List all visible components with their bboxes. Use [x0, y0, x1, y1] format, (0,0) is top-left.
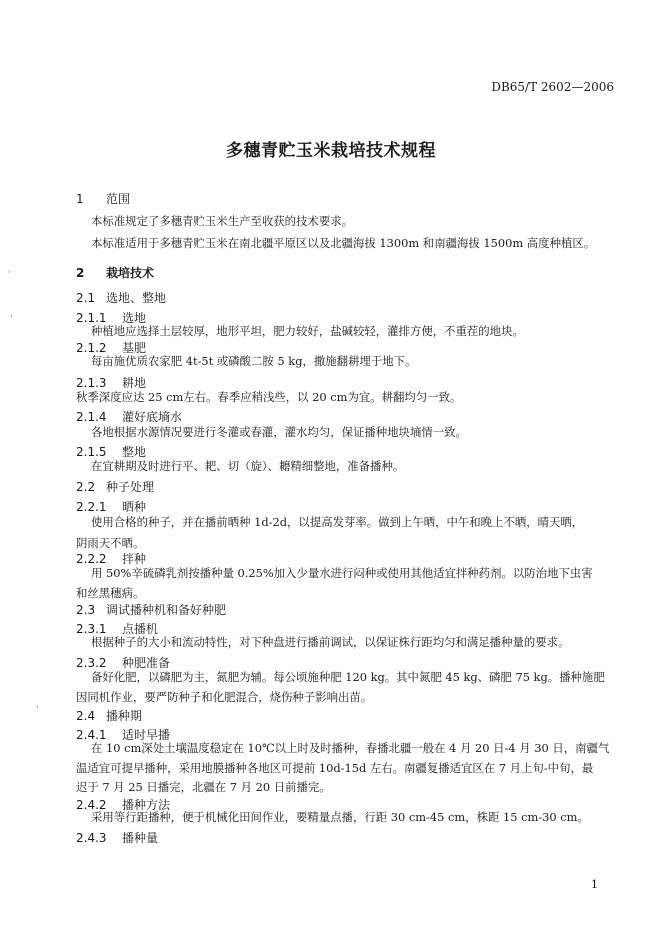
section-heading-2-1: 2.1 选地、整地 [76, 291, 167, 305]
paragraph: 和丝黑穗病。 [76, 586, 145, 600]
section-heading-2-1-1: 2.1.1 选地 [76, 311, 147, 325]
paragraph: 根据种子的大小和流动特性，对下种盘进行播前调试，以保证株行距均匀和满足播种量的要求。 [91, 635, 570, 649]
section-heading-2: 2 栽培技术 [76, 266, 155, 280]
section-heading-1: 1 范围 [76, 192, 131, 206]
section-heading-2-1-5: 2.1.5 整地 [76, 445, 147, 459]
section-heading-2-1-2: 2.1.2 基肥 [76, 341, 147, 355]
scan-mark: · [36, 703, 39, 713]
section-heading-2-3-2: 2.3.2 种肥准备 [76, 656, 171, 670]
paragraph: 阴雨天不晒。 [76, 536, 145, 550]
paragraph: 备好化肥，以磷肥为主，氮肥为辅。每公顷施种肥 120 kg。其中氮肥 45 kg、磷肥 75 kg。播种施肥 [91, 670, 605, 684]
section-heading-2-3-1: 2.3.1 点播机 [76, 622, 159, 636]
paragraph: 种植地应选择土层较厚，地形平坦，肥力较好，盐碱较轻，灌排方便，不重茬的地块。 [91, 324, 524, 338]
paragraph: 本标准适用于多穗青贮玉米在南北疆平原区以及北疆海拔 1300m 和南疆海拔 1500m 高度种植区。 [91, 236, 596, 250]
section-heading-2-4-2: 2.4.2 播种方法 [76, 798, 171, 812]
scan-mark: · [8, 268, 11, 278]
section-heading-2-1-3: 2.1.3 耕地 [76, 376, 147, 390]
section-heading-2-3: 2.3 调试播种机和备好种肥 [76, 603, 227, 617]
page-number: 1 [591, 878, 598, 891]
section-heading-2-4-1: 2.4.1 适时早播 [76, 728, 171, 742]
section-heading-2-4: 2.4 播种期 [76, 709, 143, 723]
section-heading-2-4-3: 2.4.3 播种量 [76, 831, 159, 845]
paragraph: 秋季深度应达 25 cm左右。春季应稍浅些，以 20 cm为宜。耕翻均匀一致。 [76, 390, 462, 404]
document-code: DB65/T 2602—2006 [491, 80, 614, 94]
section-heading-2-1-4: 2.1.4 灌好底墒水 [76, 410, 183, 424]
section-heading-2-2: 2.2 种子处理 [76, 480, 155, 494]
paragraph: 在 10 cm深处土壤温度稳定在 10℃以上时及时播种，春播北疆一般在 4 月 20 日-4 月 30 日，南疆气 [91, 741, 610, 755]
section-heading-2-2-1: 2.2.1 晒种 [76, 500, 147, 514]
paragraph: 本标准规定了多穗青贮玉米生产至收获的技术要求。 [91, 214, 353, 228]
paragraph: 温适宜可提早播种，采用地膜播种各地区可提前 10d-15d 左右。南疆复播适宜区在 7 月上旬-中旬，最 [76, 761, 594, 775]
paragraph: 因同机作业，要严防种子和化肥混合，烧伤种子影响出苗。 [76, 690, 373, 704]
section-heading-2-2-2: 2.2.2 拌种 [76, 552, 147, 566]
paragraph: 用 50%辛硫磷乳剂按播种量 0.25%加入少量水进行闷种或使用其他适宜拌种药剂。以防治地下虫害 [91, 566, 593, 580]
paragraph: 采用等行距播种，便于机械化田间作业，要精量点播，行距 30 cm-45 cm，株距 15 cm-30 cm。 [91, 810, 589, 824]
paragraph: 在宜耕期及时进行平、耙、切（旋）、耱精细整地，准备播种。 [91, 459, 405, 473]
document-title: 多穗青贮玉米栽培技术规程 [226, 141, 436, 161]
scan-mark: · [10, 312, 13, 322]
paragraph: 迟于 7 月 25 日播完，北疆在 7 月 20 日前播完。 [76, 780, 331, 794]
paragraph: 各地根据水源情况要进行冬灌或春灌，灌水均匀，保证播种地块墒情一致。 [91, 425, 467, 439]
paragraph: 每亩施优质农家肥 4t-5t 或磷酸二胺 5 kg，撒施翻耕埋于地下。 [91, 354, 417, 368]
paragraph: 使用合格的种子，并在播前晒种 1d-2d，以提高发芽率。做到上午晒，中午和晚上不晒，晴天晒， [91, 515, 584, 529]
